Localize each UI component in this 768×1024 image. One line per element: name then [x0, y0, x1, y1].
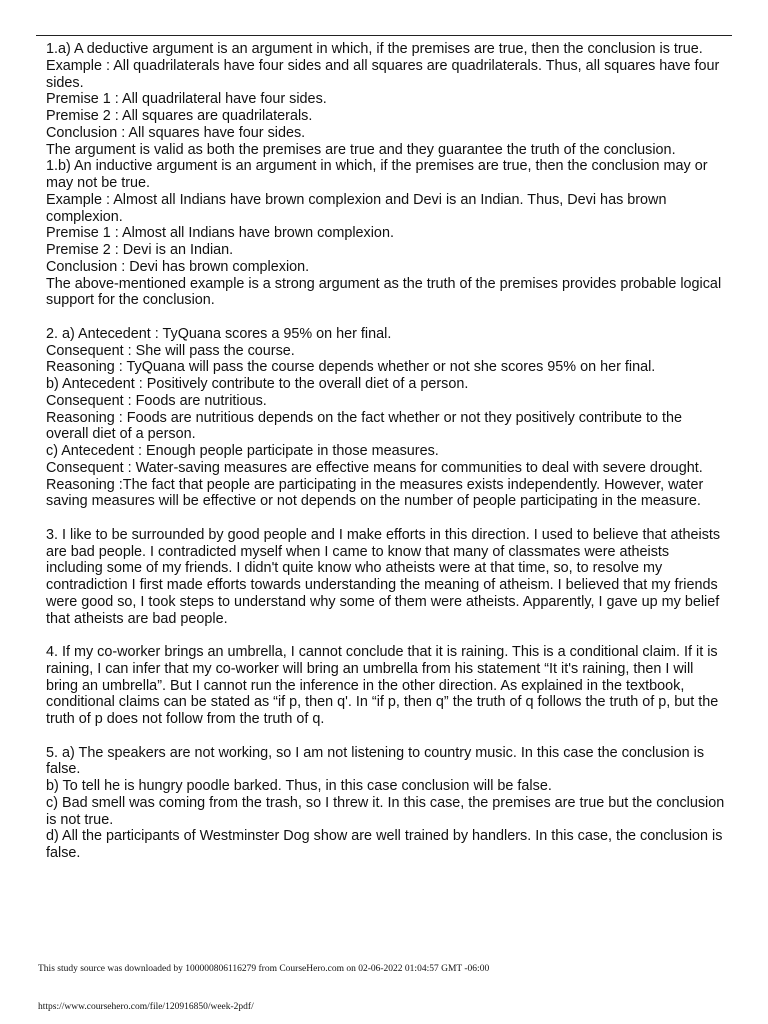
top-rule — [36, 35, 732, 36]
spacer — [46, 728, 726, 745]
para-1b-conclusion: Conclusion : Devi has brown complexion. — [46, 258, 310, 275]
para-2c-consequent: Consequent : Water-saving measures are effective means for communities to deal with severe drought. — [46, 459, 703, 476]
para-1b-example: Example : Almost all Indians have brown complexion and Devi is an Indian. Thus, Devi has brown complexion. — [46, 191, 667, 225]
para-5d: d) All the participants of Westminster Dog show are well trained by handlers. In this case, the conclusion is false. — [46, 828, 723, 861]
para-2a-antecedent: 2. a) Antecedent : TyQuana scores a 95% on her final. — [46, 325, 392, 342]
para-5c: c) Bad smell was coming from the trash, so I threw it. In this case, the premises are true but the conclusion is not true. — [46, 794, 725, 828]
para-1a-example: Example : All quadrilaterals have four sides and all squares are quadrilaterals. Thus, all squares have four sides. — [46, 57, 720, 91]
para-2b-reasoning: Reasoning : Foods are nutritious depends on the fact whether or not they positively contribute to the overall diet of a person. — [46, 409, 682, 443]
para-1a-conclusion: Conclusion : All squares have four sides. — [46, 124, 306, 141]
para-2b-antecedent: b) Antecedent : Positively contribute to the overall diet of a person. — [46, 376, 469, 392]
para-2c-antecedent: c) Antecedent : Enough people participate in those measures. — [46, 443, 439, 459]
para-1a-premise-2: Premise 2 : All squares are quadrilaterals. — [46, 108, 313, 124]
para-1a-premise-1: Premise 1 : All quadrilateral have four sides. — [46, 91, 327, 108]
para-2a-consequent: Consequent : She will pass the course. — [46, 342, 295, 359]
para-4: 4. If my co-worker brings an umbrella, I cannot conclude that it is raining. This is a conditional claim. If it is raining, I can infer that my co-worker will bring an umbrella from his statement “It it's raining, then I will bring an umbrella”. But I cannot run the inference in the other direction. As explained in the textbook, conditional claims can be stated as “if p, then q'. In “if p, then q” the truth of q follows the truth of p, but the truth of p does not follow from the truth of q. — [46, 644, 719, 727]
para-1b-premise-1: Premise 1 : Almost all Indians have brown complexion. — [46, 225, 394, 242]
spacer — [46, 627, 726, 644]
para-3: 3. I like to be surrounded by good people and I make efforts in this direction. I used to believe that atheists are bad people. I contradicted myself when I came to know that many of classmates were atheists including some of my friends. I didn't quite know who atheists were at that time, so, to resolve my contradiction I first made efforts towards understanding the meaning of atheism. I believed that my friends were good so, I took steps to understand why some of them were atheists. Apparently, I gave up my belief that atheists are bad people. — [46, 526, 721, 627]
para-1a-definition: 1.a) A deductive argument is an argument in which, if the premises are true, then the conclusion is true. — [46, 41, 703, 57]
para-2a-reasoning: Reasoning : TyQuana will pass the course depends whether or not she scores 95% on her final. — [46, 359, 656, 376]
para-2b-consequent: Consequent : Foods are nutritious. — [46, 392, 267, 409]
para-2c-reasoning: Reasoning :The fact that people are participating in the measures exists independently. However, water saving measures will be effective or not depends on the number of people participating in the measure. — [46, 476, 704, 510]
para-1b-premise-2: Premise 2 : Devi is an Indian. — [46, 242, 234, 258]
para-5b: b) To tell he is hungry poodle barked. Thus, in this case conclusion will be false. — [46, 778, 552, 794]
spacer — [46, 510, 726, 527]
document-body — [46, 41, 726, 862]
para-1a-validity: The argument is valid as both the premises are true and they guarantee the truth of the conclusion. — [46, 141, 676, 158]
spacer — [46, 309, 726, 326]
para-1b-definition: 1.b) An inductive argument is an argument in which, if the premises are true, then the conclusion may or may not be true. — [46, 158, 708, 191]
source-url[interactable]: https://www.coursehero.com/file/120916850/week-2pdf/ — [38, 1002, 254, 1012]
para-1b-strength: The above-mentioned example is a strong argument as the truth of the premises provides probable logical support for the conclusion. — [46, 275, 722, 309]
download-source-note: This study source was downloaded by 100000806116279 from CourseHero.com on 02-06-2022 01:04:57 GMT -06:00 — [38, 964, 490, 974]
para-5a: 5. a) The speakers are not working, so I am not listening to country music. In this case the conclusion is false. — [46, 744, 705, 778]
